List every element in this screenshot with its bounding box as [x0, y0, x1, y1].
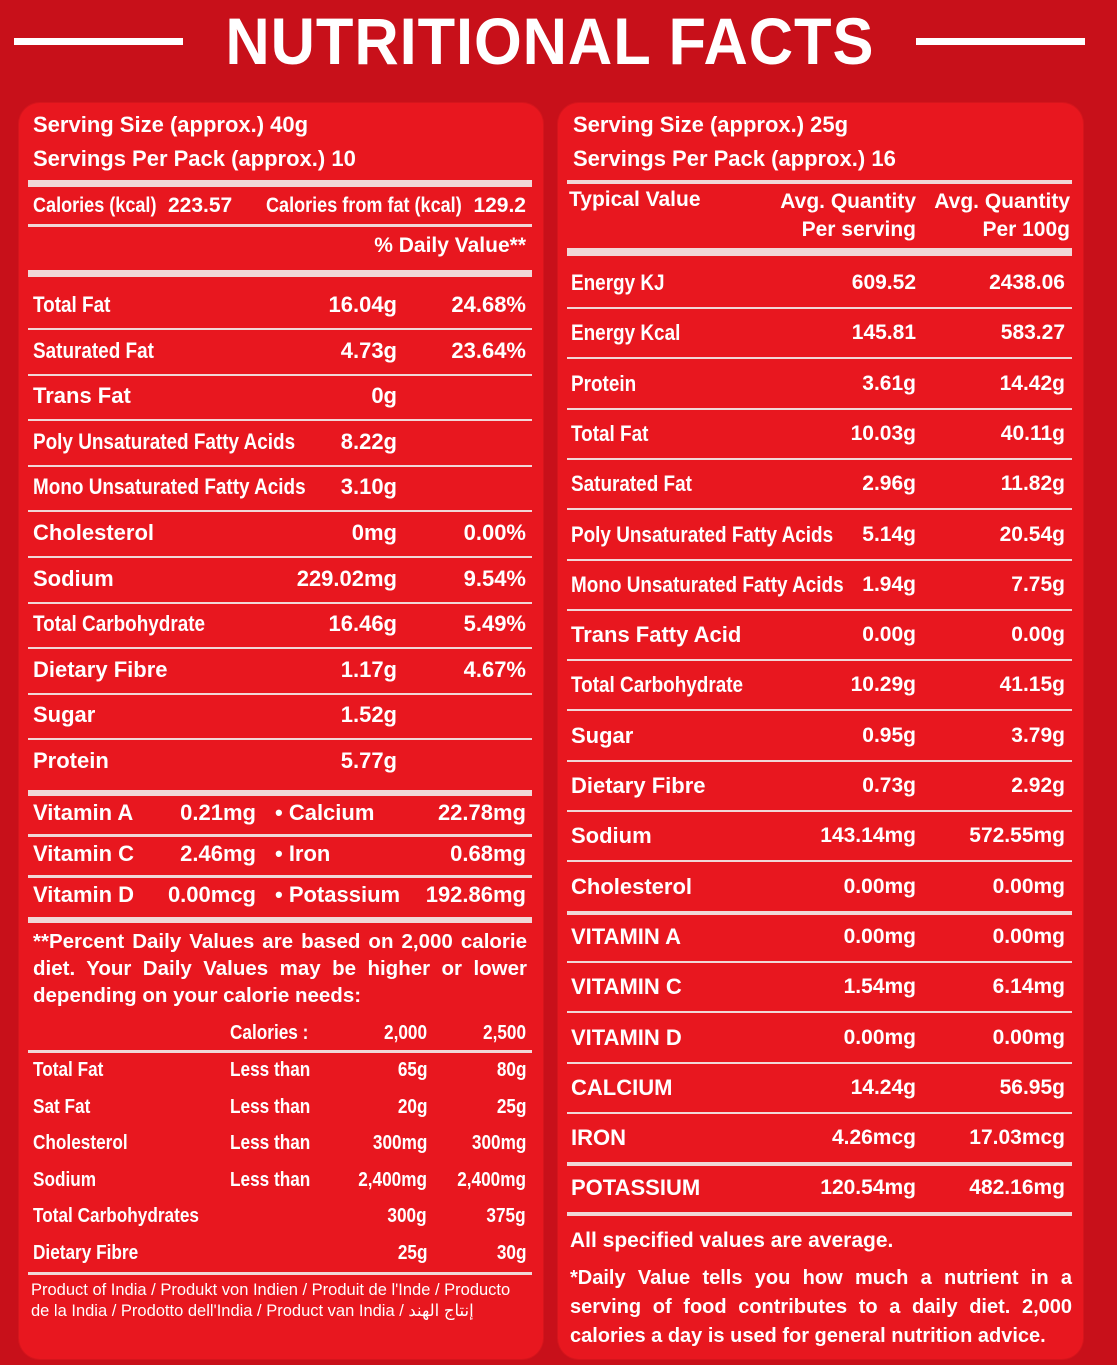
- per-serving-value: 0.95g: [862, 723, 916, 747]
- ref-nutrient-text: Sodium: [33, 1168, 97, 1191]
- ref-2000-text: 65g: [397, 1059, 427, 1081]
- per-100g-value: 583.27: [1000, 321, 1065, 345]
- calories-fat-value: 129.2: [473, 194, 526, 217]
- per-serving-value: 10.03g: [850, 421, 916, 445]
- nutrient-name-text: VITAMIN A: [571, 923, 681, 949]
- per-100g-value: 0.00mg: [992, 1025, 1065, 1049]
- ref-calories-2000: 2,000: [383, 1022, 427, 1044]
- divider: [567, 408, 1072, 410]
- ref-2500-text: 300mg: [471, 1132, 526, 1154]
- nutrient-amount: 1.17g: [340, 656, 397, 682]
- per-100g-value: 41.15g: [999, 673, 1065, 697]
- mineral-value: 0.68mg: [450, 841, 526, 866]
- nutrient-name: [571, 874, 692, 900]
- ref-2500: [492, 1242, 526, 1265]
- divider: [28, 875, 532, 878]
- per-serving-value: 609.52: [851, 271, 916, 294]
- divider: [567, 961, 1072, 963]
- divider: [567, 760, 1072, 762]
- nutrient-name: [33, 429, 338, 455]
- nutrient-amount: 3.10g: [340, 474, 397, 500]
- col-per-serving: Avg. Quantity Per serving: [780, 190, 916, 241]
- ref-nutrient: [33, 1205, 226, 1228]
- right-nutrition-panel: [557, 102, 1084, 1360]
- ref-2500-text: 375g: [486, 1205, 526, 1227]
- per-100g-value: 14.42g: [999, 371, 1065, 395]
- vitamin-value: 2.46mg: [180, 841, 256, 866]
- nutrient-name-text: Energy KJ: [571, 270, 665, 295]
- nutrient-name-text: Protein: [571, 370, 637, 396]
- mineral-name: • Potassium: [275, 882, 401, 907]
- col-typical-value: Typical Value: [569, 188, 701, 211]
- vitamin-name: Vitamin D: [33, 882, 135, 907]
- ref-2000-text: 25g: [397, 1241, 427, 1264]
- divider: [567, 659, 1072, 661]
- per-100g-value: 0.00mg: [992, 874, 1065, 898]
- ref-qualifier: [230, 1096, 323, 1119]
- nutrient-name-text: Energy Kcal: [571, 320, 681, 346]
- per-serving-value: 0.73g: [862, 774, 916, 797]
- divider: [567, 1212, 1072, 1216]
- nutrient-name: [571, 823, 652, 849]
- nutrient-amount: 16.04g: [328, 292, 397, 317]
- thick-divider: [567, 248, 1072, 256]
- vitamin-value: 0.21mg: [180, 800, 256, 825]
- vitamin-name: Vitamin A: [33, 800, 134, 825]
- calories-label: Calories (kcal): [33, 194, 157, 217]
- nutrient-amount: 229.02mg: [296, 565, 397, 591]
- nutrient-name-text: Total Carbohydrate: [33, 611, 206, 637]
- ref-nutrient-text: Total Carbohydrates: [33, 1205, 199, 1227]
- nutrient-name: [571, 522, 876, 548]
- nutrient-name-text: Sodium: [571, 823, 652, 849]
- per-serving-value: 145.81: [851, 321, 916, 345]
- nutrient-amount: 0mg: [351, 520, 397, 545]
- nutrient-name-text: Cholesterol: [571, 873, 693, 899]
- ref-2000: [393, 1059, 427, 1082]
- ref-2000: [393, 1096, 427, 1119]
- divider: [28, 510, 532, 512]
- ref-2000-text: 20g: [397, 1095, 427, 1118]
- divider: [28, 1050, 532, 1053]
- nutrient-name-text: Sugar: [571, 722, 634, 748]
- divider: [28, 693, 532, 695]
- thick-divider: [28, 790, 532, 796]
- ref-nutrient-text: Total Fat: [33, 1059, 104, 1081]
- per-100g-value: 3.79g: [1011, 723, 1065, 747]
- nutrient-name: [571, 471, 712, 497]
- per-100g-value: 56.95g: [999, 1075, 1065, 1099]
- nutrient-name: [571, 723, 633, 749]
- ref-qualifier: [230, 1132, 323, 1155]
- nutrient-name-text: Sodium: [33, 565, 114, 591]
- divider: [28, 374, 532, 376]
- servings-per-pack: Servings Per Pack (approx.) 16: [573, 146, 896, 171]
- nutrient-name: [33, 383, 131, 409]
- nutrient-name: [33, 657, 168, 683]
- divider: [28, 738, 532, 740]
- divider: [567, 1162, 1072, 1166]
- nutrient-name: [571, 270, 680, 296]
- divider: [28, 1272, 532, 1275]
- divider: [567, 810, 1072, 812]
- calories-fat-label: Calories from fat (kcal): [266, 194, 462, 217]
- ref-nutrient: [33, 1096, 100, 1119]
- divider: [567, 709, 1072, 711]
- nutrient-name: [33, 702, 95, 728]
- nutrient-name-text: Total Fat: [571, 420, 649, 446]
- divider: [28, 465, 532, 467]
- nutrient-name-text: Total Carbohydrate: [571, 672, 744, 698]
- per-100g-value: 0.00g: [1011, 623, 1065, 647]
- per-serving-value: 120.54mg: [820, 1176, 916, 1200]
- per-serving-value: 2.96g: [862, 472, 916, 496]
- ref-nutrient-text: Dietary Fibre: [33, 1241, 139, 1264]
- divider: [567, 1011, 1072, 1013]
- per-100g-value: 2438.06: [989, 271, 1065, 294]
- nutrient-name: [571, 622, 741, 648]
- thick-divider: [28, 270, 532, 277]
- title-rule-left: [14, 38, 183, 45]
- divider: [567, 458, 1072, 460]
- per-100g-value: 2.92g: [1011, 774, 1065, 797]
- nutrient-name: [33, 338, 174, 364]
- serving-size: Serving Size (approx.) 40g: [33, 112, 309, 137]
- nutrient-name: [33, 566, 114, 592]
- ref-2500: [480, 1205, 526, 1228]
- nutrient-name-text: Poly Unsaturated Fatty Acids: [571, 521, 834, 547]
- ref-nutrient: [33, 1059, 115, 1082]
- percent-daily-footnote: **Percent Daily Values are based on 2,000 calorie diet. Your Daily Values may be higher or lower depending on your calorie needs:: [33, 930, 527, 1007]
- divider: [567, 911, 1072, 915]
- divider: [567, 508, 1072, 510]
- nutrient-name: [571, 1125, 626, 1151]
- title-rule-right: [916, 38, 1085, 45]
- ref-nutrient: [33, 1132, 143, 1155]
- nutrient-daily-value: 24.68%: [451, 292, 526, 317]
- nutrient-name-text: Trans Fatty Acid: [571, 622, 742, 648]
- per-serving-value: 1.54mg: [843, 975, 916, 999]
- nutrient-name: [33, 474, 350, 500]
- calories-value: 223.57: [168, 194, 233, 217]
- divider: [567, 1062, 1072, 1064]
- nutrient-name-text: Dietary Fibre: [571, 773, 706, 798]
- nutrient-daily-value: 9.54%: [463, 565, 526, 591]
- per-serving-value: 3.61g: [862, 371, 916, 395]
- ref-2000: [393, 1242, 427, 1265]
- nutrient-amount: 16.46g: [328, 611, 397, 637]
- nutrient-name: [571, 974, 682, 1000]
- ref-2500: [463, 1132, 526, 1155]
- nutrient-amount: 4.73g: [340, 337, 397, 363]
- nutrient-name-text: IRON: [571, 1125, 626, 1151]
- thick-divider: [28, 180, 532, 187]
- per-serving-value: 0.00mg: [843, 1025, 916, 1049]
- mineral-name: • Calcium: [275, 800, 375, 825]
- ref-2000-text: 2,400mg: [358, 1168, 427, 1191]
- ref-qualifier-text: Less than: [230, 1168, 311, 1191]
- nutrient-name: [571, 1075, 672, 1101]
- divider: [28, 834, 532, 837]
- divider: [567, 357, 1072, 359]
- per-serving-value: 0.00mg: [843, 924, 916, 948]
- nutrient-name: [571, 421, 661, 447]
- nutrient-name-text: Poly Unsaturated Fatty Acids: [33, 428, 296, 454]
- ref-nutrient-text: Cholesterol: [33, 1132, 128, 1154]
- divider: [28, 602, 532, 604]
- nutrient-amount: 5.77g: [340, 748, 397, 773]
- ref-2500: [446, 1169, 526, 1192]
- page-title: NUTRITIONAL FACTS: [225, 4, 874, 78]
- ref-qualifier: [230, 1059, 323, 1082]
- nutrient-amount: 0g: [371, 383, 397, 409]
- per-100g-value: 11.82g: [1000, 472, 1065, 496]
- nutrient-amount: 8.22g: [340, 428, 397, 454]
- ref-2000-text: 300g: [387, 1205, 427, 1227]
- nutrient-name: [571, 572, 888, 598]
- nutrient-name: [33, 611, 233, 637]
- divider: [567, 307, 1072, 309]
- nutrient-daily-value: 0.00%: [463, 520, 526, 545]
- nutrient-name: [33, 292, 123, 318]
- ref-2000-text: 300mg: [372, 1132, 427, 1154]
- per-serving-value: 0.00g: [862, 623, 916, 647]
- nutrient-name-text: Saturated Fat: [33, 337, 154, 363]
- ref-nutrient: [33, 1169, 106, 1192]
- vitamin-value: 0.00mcg: [167, 882, 256, 907]
- ref-2500: [492, 1059, 526, 1082]
- ref-2000: [381, 1205, 427, 1228]
- mineral-name: • Iron: [275, 841, 331, 866]
- nutrient-daily-value: 4.67%: [463, 656, 526, 682]
- nutrient-name: [33, 748, 109, 774]
- country-of-origin: Product of India / Produkt von Indien / Produit de l'Inde / Producto de la India / Prodotto dell'India / Product van India / إنتاج الهند: [31, 1281, 511, 1320]
- serving-size: Serving Size (approx.) 25g: [573, 112, 849, 137]
- per-serving-value: 143.14mg: [820, 824, 916, 848]
- nutrient-daily-value: 23.64%: [451, 337, 526, 363]
- nutrient-daily-value: 5.49%: [463, 611, 526, 637]
- ref-2500-text: 25g: [496, 1095, 526, 1118]
- nutrient-name-text: Mono Unsaturated Fatty Acids: [33, 474, 306, 500]
- nutrient-name-text: POTASSIUM: [571, 1175, 701, 1201]
- ref-nutrient-text: Sat Fat: [33, 1095, 91, 1118]
- vitamin-name: Vitamin C: [33, 841, 135, 866]
- servings-per-pack: Servings Per Pack (approx.) 10: [33, 146, 356, 171]
- divider: [28, 556, 532, 558]
- ref-2500-text: 80g: [496, 1059, 526, 1081]
- divider: [567, 559, 1072, 561]
- per-serving-value: 10.29g: [850, 673, 916, 697]
- daily-value-header: % Daily Value**: [374, 234, 526, 257]
- ref-2500-text: 2,400mg: [457, 1168, 526, 1191]
- per-serving-value: 5.14g: [862, 522, 916, 546]
- average-note: All specified values are average.: [570, 1229, 894, 1252]
- divider: [28, 224, 532, 227]
- nutrient-name: [571, 924, 681, 950]
- divider: [567, 609, 1072, 611]
- nutrient-name: [571, 371, 647, 397]
- nutrient-name-text: Trans Fat: [33, 383, 131, 409]
- left-nutrition-panel: [18, 102, 544, 1360]
- daily-value-note: *Daily Value tells you how much a nutrient in a serving of food contributes to a daily diet. 2,000 calories a day is used for general nutrition advice.: [570, 1267, 1072, 1347]
- nutrient-name-text: Total Fat: [33, 292, 111, 317]
- per-100g-value: 40.11g: [1000, 421, 1065, 445]
- ref-2000: [347, 1169, 427, 1192]
- col-per-100g: Avg. Quantity Per 100g: [934, 190, 1070, 241]
- ref-qualifier: [230, 1169, 323, 1192]
- per-100g-value: 7.75g: [1011, 572, 1065, 596]
- divider: [567, 860, 1072, 862]
- nutrient-name-text: Protein: [33, 748, 109, 773]
- mineral-value: 22.78mg: [437, 800, 526, 825]
- ref-qualifier-text: Less than: [230, 1095, 311, 1118]
- per-serving-value: 4.26mcg: [831, 1126, 916, 1150]
- nutrient-name-text: Sugar: [33, 702, 96, 728]
- per-serving-value: 14.24g: [850, 1075, 916, 1099]
- nutrient-name-text: Dietary Fibre: [33, 656, 168, 682]
- per-100g-value: 0.00mg: [992, 924, 1065, 948]
- nutrient-amount: 1.52g: [340, 702, 397, 728]
- ref-calories-label: Calories :: [230, 1022, 309, 1044]
- per-100g-value: 572.55mg: [969, 824, 1065, 848]
- ref-nutrient: [33, 1242, 155, 1265]
- nutrient-name: [571, 320, 698, 346]
- nutrient-name: [571, 1175, 700, 1201]
- per-100g-value: 6.14mg: [992, 975, 1065, 999]
- per-100g-value: 482.16mg: [969, 1176, 1065, 1200]
- nutrient-name-text: CALCIUM: [571, 1074, 673, 1100]
- divider: [28, 647, 532, 649]
- nutrient-name: [571, 1025, 682, 1051]
- per-100g-value: 17.03mcg: [969, 1126, 1065, 1150]
- divider: [28, 328, 532, 330]
- per-100g-value: 20.54g: [999, 522, 1065, 546]
- ref-2500-text: 30g: [496, 1241, 526, 1264]
- thick-divider: [28, 917, 532, 923]
- nutrient-name-text: Saturated Fat: [571, 471, 692, 497]
- per-serving-value: 1.94g: [862, 572, 916, 596]
- divider: [567, 180, 1072, 184]
- nutrient-name-text: VITAMIN D: [571, 1024, 682, 1050]
- per-serving-value: 0.00mg: [843, 874, 916, 898]
- ref-2000: [364, 1132, 427, 1155]
- ref-qualifier-text: Less than: [230, 1059, 311, 1081]
- nutrient-name: [571, 773, 706, 799]
- nutrient-name: [33, 520, 154, 546]
- divider: [567, 1112, 1072, 1114]
- ref-2500: [492, 1096, 526, 1119]
- nutrient-name: [571, 672, 771, 698]
- nutrient-name-text: Mono Unsaturated Fatty Acids: [571, 571, 844, 597]
- nutrient-name-text: VITAMIN C: [571, 974, 682, 1000]
- nutrient-name-text: Cholesterol: [33, 520, 155, 545]
- ref-calories-2500: 2,500: [482, 1022, 526, 1044]
- ref-qualifier-text: Less than: [230, 1132, 311, 1154]
- divider: [28, 419, 532, 421]
- page-header: [0, 0, 1117, 82]
- mineral-value: 192.86mg: [425, 882, 526, 907]
